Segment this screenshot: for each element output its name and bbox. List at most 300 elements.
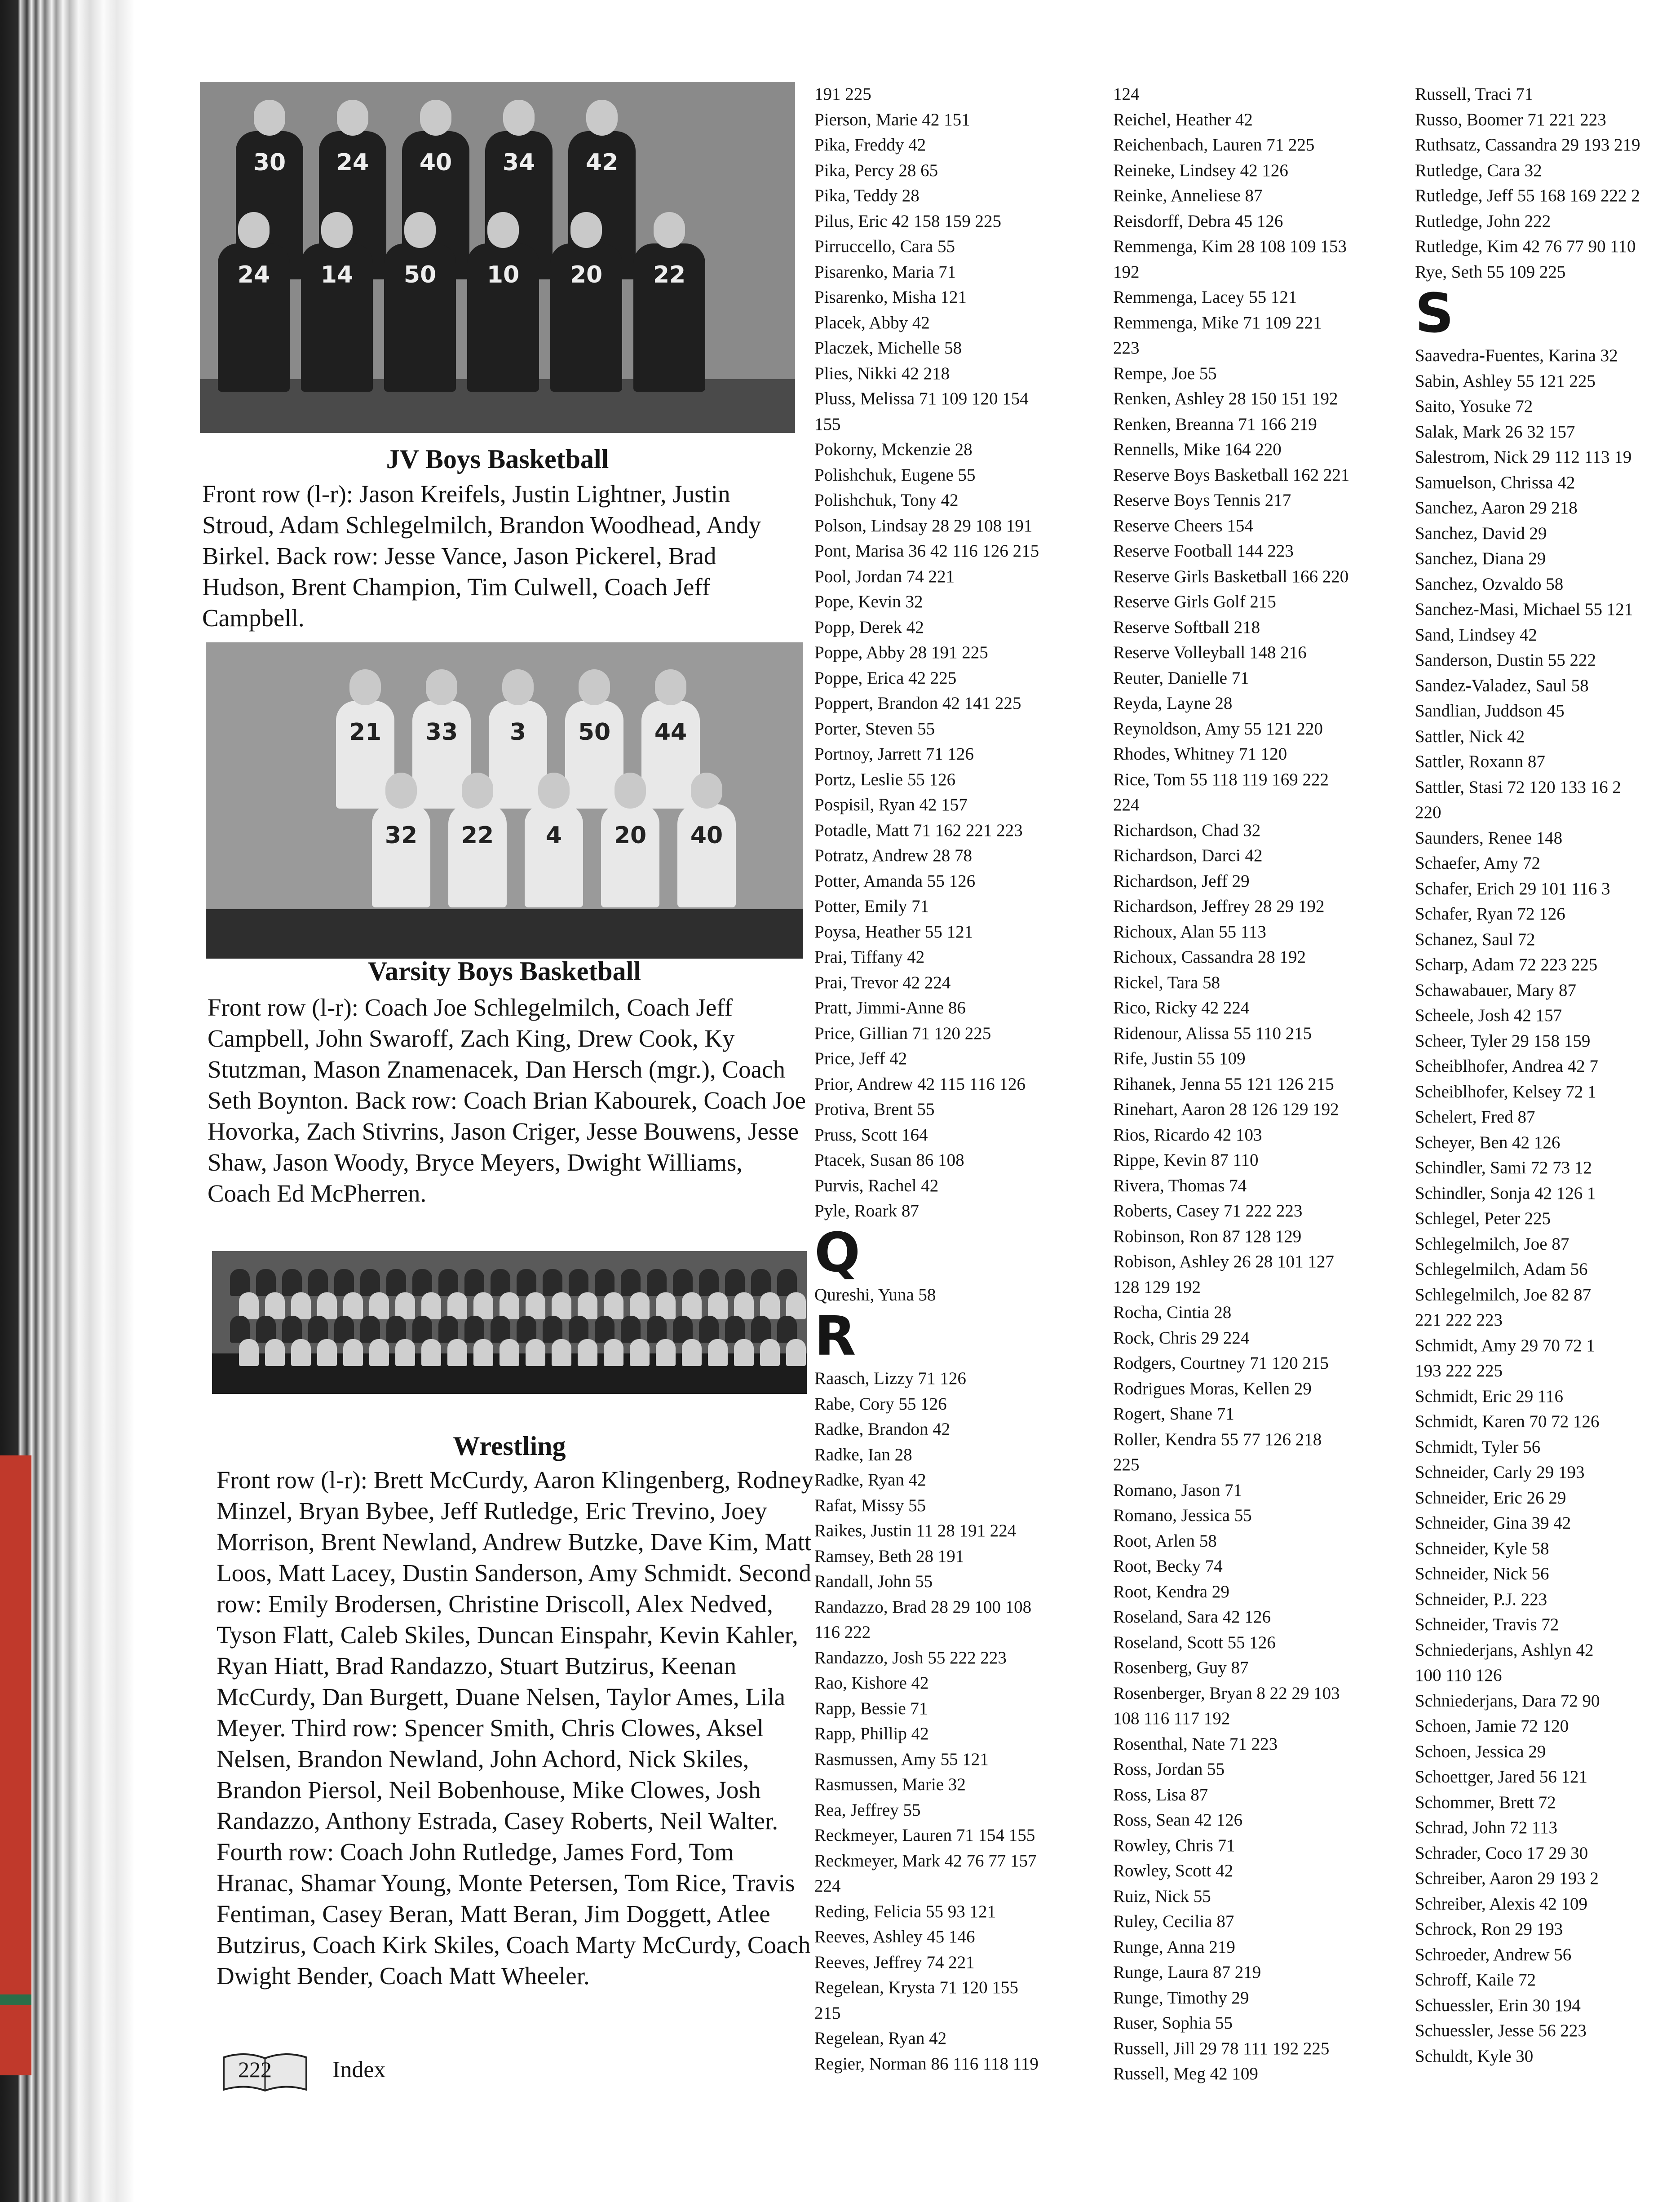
wrestler-figure [517,1269,536,1296]
wrestler-figure [734,1292,754,1319]
index-entry: Remmenga, Lacey 55 121 [1113,287,1297,307]
wrestler-figure [473,1292,493,1319]
index-entry: 116 222 [814,1623,871,1642]
jersey-number: 24 [336,149,369,176]
index-entry: Ridenour, Alissa 55 110 215 [1113,1023,1312,1043]
wrestler-figure [360,1269,380,1296]
index-entry: Reineke, Lindsey 42 126 [1113,160,1288,180]
index-entry: Richardson, Darci 42 [1113,846,1263,865]
index-entry: Potter, Emily 71 [814,897,929,916]
index-entry: Scheele, Josh 42 157 [1415,1006,1562,1025]
index-entry: Ruley, Cecilia 87 [1113,1912,1234,1931]
index-entry: Reeves, Ashley 45 146 [814,1927,975,1946]
index-entry: Radke, Ryan 42 [814,1470,926,1490]
player-head [254,100,285,136]
index-entry: Saito, Yosuke 72 [1415,397,1533,416]
player-head [654,212,685,248]
index-entry: Russell, Traci 71 [1415,84,1534,104]
section-letter: S [1415,283,1454,345]
binding-green-stripe [0,1994,31,2005]
index-entry: Pope, Kevin 32 [814,592,923,611]
index-entry: Richardson, Chad 32 [1113,820,1261,840]
index-entry: Russo, Boomer 71 221 223 [1415,110,1606,129]
book-binding-edge [0,0,135,2202]
index-entry: Reckmeyer, Lauren 71 154 155 [814,1826,1035,1845]
wrestler-figure [621,1269,641,1296]
index-entry: Schneider, Gina 39 42 [1415,1513,1571,1533]
index-entry: Richoux, Cassandra 28 192 [1113,947,1306,967]
index-entry: Pisarenko, Misha 121 [814,287,967,307]
wrestler-figure [708,1292,728,1319]
jersey-number: 40 [690,822,723,849]
index-entry: Pierson, Marie 42 151 [814,110,970,129]
index-entry: Rico, Ricky 42 224 [1113,998,1250,1017]
index-entry: Romano, Jessica 55 [1113,1506,1252,1525]
wrestler-figure [230,1269,250,1296]
wrestler-figure [265,1339,285,1366]
index-entry: Rihanek, Jenna 55 121 126 215 [1113,1074,1334,1094]
index-entry: Richardson, Jeffrey 28 29 192 [1113,897,1325,916]
index-entry: Schrad, John 72 113 [1415,1818,1558,1837]
index-entry: Raasch, Lizzy 71 126 [814,1369,966,1388]
index-entry: Rennells, Mike 164 220 [1113,440,1282,459]
index-entry: Schuessler, Erin 30 194 [1415,1995,1581,2015]
index-entry: Rafat, Missy 55 [814,1495,926,1515]
index-entry: Rinehart, Aaron 28 126 129 192 [1113,1100,1339,1119]
index-entry: Pika, Teddy 28 [814,186,920,205]
jersey-number: 33 [425,719,458,746]
wrestler-figure [682,1292,702,1319]
index-entry: Randall, John 55 [814,1572,933,1591]
wrestler-figure [334,1269,354,1296]
index-entry: Saavedra-Fuentes, Karina 32 [1415,346,1618,365]
wrestler-figure [699,1269,719,1296]
wrestler-figure [500,1292,519,1319]
index-entry: Placek, Abby 42 [814,313,930,332]
wrestler-figure [291,1339,311,1366]
jersey-number: 20 [614,822,647,849]
index-entry: 223 [1113,338,1140,358]
index-entry: Scheiblhofer, Andrea 42 7 [1415,1057,1598,1076]
binding-red-stripe [0,1455,31,2075]
wrestler-figure [569,1316,588,1343]
wrestler-figure [343,1339,363,1366]
index-entry: Rosenberg, Guy 87 [1113,1658,1249,1677]
player-head [502,669,534,705]
index-entry: Schrader, Coco 17 29 30 [1415,1843,1588,1863]
index-entry: Pratt, Jimmi-Anne 86 [814,998,966,1017]
wrestler-figure [291,1292,311,1319]
wrestler-figure [386,1316,406,1343]
index-entry: Potadle, Matt 71 162 221 223 [814,820,1023,840]
wrestler-figure [526,1292,545,1319]
section-letter: Q [814,1221,861,1284]
index-entry: Pirruccello, Cara 55 [814,237,955,256]
player-figure [218,243,290,392]
wrestler-figure [604,1339,623,1366]
index-entry: Rutledge, Kim 42 76 77 90 110 [1415,237,1636,256]
index-entry: Russell, Meg 42 109 [1113,2064,1258,2083]
index-entry: Rapp, Bessie 71 [814,1698,928,1718]
wrestler-figure [369,1339,389,1366]
index-entry: Regelean, Ryan 42 [814,2029,947,2048]
player-figure [633,243,705,392]
index-entry: Schanez, Saul 72 [1415,929,1535,949]
index-entry: Schmidt, Karen 70 72 126 [1415,1412,1600,1431]
index-entry: Rodrigues Moras, Kellen 29 [1113,1379,1312,1398]
index-entry: Regier, Norman 86 116 118 119 [814,2054,1039,2074]
wrestler-figure [334,1316,354,1343]
index-entry: Sattler, Stasi 72 120 133 16 2 [1415,777,1621,797]
index-entry: Potter, Amanda 55 126 [814,871,976,891]
index-entry: 225 [1113,1455,1140,1474]
index-entry: Pyle, Roark 87 [814,1201,919,1220]
jersey-number: 14 [320,261,354,288]
index-entry: Prior, Andrew 42 115 116 126 [814,1074,1026,1094]
index-entry: Rutledge, John 222 [1415,211,1551,231]
index-entry: 124 [1113,84,1140,104]
wrestler-figure [230,1316,250,1343]
index-entry: Roseland, Scott 55 126 [1113,1632,1276,1652]
index-entry: Schniederjans, Ashlyn 42 [1415,1640,1594,1660]
wrestler-figure [395,1339,415,1366]
player-head [321,212,353,248]
index-entry: Scheer, Tyler 29 158 159 [1415,1031,1591,1051]
index-entry: Sabin, Ashley 55 121 225 [1415,371,1596,391]
index-entry: Schniederjans, Dara 72 90 [1415,1691,1600,1711]
index-entry: Rempe, Joe 55 [1113,363,1217,383]
index-entry: Schommer, Brett 72 [1415,1792,1556,1812]
index-entry: Root, Kendra 29 [1113,1582,1229,1601]
index-entry: Schlegelmilch, Joe 82 87 [1415,1285,1592,1304]
jersey-number: 32 [385,822,418,849]
index-entry: Schneider, Nick 56 [1415,1564,1549,1583]
index-entry: 155 [814,414,841,434]
wrestler-figure [517,1316,536,1343]
jersey-number: 34 [502,149,535,176]
index-entry: Saunders, Renee 148 [1415,828,1563,848]
index-entry: Reserve Boys Basketball 162 221 [1113,465,1350,485]
wrestler-figure [734,1339,754,1366]
index-entry: Remmenga, Mike 71 109 221 [1113,313,1322,332]
wrestler-figure [317,1292,337,1319]
jersey-number: 21 [349,719,382,746]
index-entry: Rice, Tom 55 118 119 169 222 [1113,769,1329,789]
index-entry: Pika, Freddy 42 [814,135,926,155]
wrestler-figure [673,1316,693,1343]
index-entry: Reeves, Jeffrey 74 221 [814,1952,975,1972]
index-entry: 108 116 117 192 [1113,1709,1230,1728]
index-entry: Rocha, Cintia 28 [1113,1303,1232,1322]
index-entry: Price, Jeff 42 [814,1049,907,1068]
wrestler-figure [656,1339,676,1366]
index-entry: Rutledge, Cara 32 [1415,160,1542,180]
wrestler-figure [464,1316,484,1343]
jv-boys-basketball-photo [200,82,795,433]
wrestler-figure [760,1339,780,1366]
index-entry: Rabe, Cory 55 126 [814,1394,947,1414]
wrestler-figure [360,1316,380,1343]
jersey-number: 3 [509,719,526,746]
index-entry: Rea, Jeffrey 55 [814,1800,921,1820]
index-entry: Schindler, Sami 72 73 12 [1415,1158,1592,1177]
player-head [503,100,535,136]
wrestler-figure [630,1339,650,1366]
index-entry: Richoux, Alan 55 113 [1113,922,1266,942]
player-head [579,669,610,705]
index-entry: Ramsey, Beth 28 191 [814,1546,964,1566]
index-entry: Root, Arlen 58 [1113,1531,1217,1551]
index-entry: Sanderson, Dustin 55 222 [1415,650,1596,670]
index-entry: Pool, Jordan 74 221 [814,566,955,586]
wrestler-figure [725,1316,745,1343]
player-figure [301,243,373,392]
index-entry: Ross, Sean 42 126 [1113,1810,1243,1830]
index-entry: Rivera, Thomas 74 [1113,1176,1247,1195]
player-head [462,773,493,809]
index-entry: Pospisil, Ryan 42 157 [814,795,968,814]
player-head [404,212,436,248]
index-entry: Runge, Anna 219 [1113,1937,1235,1957]
index-entry: Rosenberger, Bryan 8 22 29 103 [1113,1683,1340,1703]
index-entry: Regelean, Krysta 71 120 155 [814,1978,1018,1997]
index-entry: Portnoy, Jarrett 71 126 [814,744,974,764]
index-entry: Richardson, Jeff 29 [1113,871,1250,891]
index-entry: Roberts, Casey 71 222 223 [1113,1201,1303,1220]
index-entry: Schneider, Kyle 58 [1415,1539,1549,1558]
index-entry: Reuter, Danielle 71 [1113,668,1249,688]
index-entry: 215 [814,2003,841,2023]
index-entry: Placzek, Michelle 58 [814,338,962,358]
player-head [238,212,270,248]
wrestler-figure [500,1339,519,1366]
index-entry: Ruiz, Nick 55 [1113,1886,1211,1906]
index-entry: Ross, Jordan 55 [1113,1760,1225,1779]
index-entry: Schlegelmilch, Joe 87 [1415,1234,1569,1254]
wrestler-figure [647,1316,667,1343]
index-entry: Polishchuk, Tony 42 [814,491,959,510]
index-entry: Rowley, Scott 42 [1113,1861,1233,1880]
wrestler-figure [760,1292,780,1319]
player-figure [601,804,659,907]
index-entry: Price, Gillian 71 120 225 [814,1023,991,1043]
wrestler-figure [491,1269,510,1296]
index-entry: Ruser, Sophia 55 [1113,2013,1233,2033]
index-entry: Rogert, Shane 71 [1113,1404,1234,1424]
index-entry: Root, Becky 74 [1113,1556,1223,1576]
index-entry: Qureshi, Yuna 58 [814,1285,936,1304]
index-entry: Schoettger, Jared 56 121 [1415,1767,1588,1786]
index-entry: Robinson, Ron 87 128 129 [1113,1226,1302,1246]
index-entry: Pika, Percy 28 65 [814,160,938,180]
wrestler-figure [682,1339,702,1366]
index-column-1 [814,82,1106,2077]
wrestler-figure [282,1316,302,1343]
index-entry: Rhodes, Whitney 71 120 [1113,744,1287,764]
index-entry: Roseland, Sara 42 126 [1113,1607,1271,1627]
index-entry: Reserve Girls Golf 215 [1113,592,1276,611]
index-entry: Sanchez, Aaron 29 218 [1415,498,1578,517]
wrestler-figure [621,1316,641,1343]
caption-text-varsity: Front row (l-r): Coach Joe Schlegelmilch, Coach Jeff Campbell, John Swaroff, Zach King, Drew Cook, Ky Stutzman, Mason Znamenacek, Dan Hersch (mgr.), Coach Seth Boynton. Back row: Coach Brian Kabourek, Coach Joe Hovorka, Zach Stivrins, Jason Criger, Jesse Bouwens, Jesse Shaw, Jason Woody, Bryce Meyers, Dwight Williams, Coach Ed McPherren. [208,994,806,1207]
index-entry: Schrock, Ron 29 193 [1415,1919,1563,1939]
index-entry: Schindler, Sonja 42 126 1 [1415,1183,1596,1203]
index-entry: Rosenthal, Nate 71 223 [1113,1734,1278,1754]
player-head [570,212,602,248]
index-entry: Reckmeyer, Mark 42 76 77 157 [814,1851,1037,1870]
wrestler-figure [421,1339,441,1366]
index-entry: 193 222 225 [1415,1361,1503,1380]
index-entry: Schuldt, Kyle 30 [1415,2046,1534,2066]
wrestler-figure [578,1339,597,1366]
wrestler-figure [447,1292,467,1319]
index-entry: Scheyer, Ben 42 126 [1415,1132,1561,1152]
index-entry: Radke, Brandon 42 [814,1419,951,1439]
jersey-number: 4 [545,822,562,849]
player-figure [525,804,583,907]
index-entry: Polson, Lindsay 28 29 108 191 [814,516,1033,535]
index-entry: Schafer, Ryan 72 126 [1415,904,1565,924]
section-label: Index [332,2057,386,2083]
wrestler-figure [447,1339,467,1366]
wrestler-figure [256,1269,276,1296]
index-entry: Schoen, Jamie 72 120 [1415,1716,1569,1736]
index-entry: Portz, Leslie 55 126 [814,769,956,789]
index-entry: Randazzo, Josh 55 222 223 [814,1648,1007,1667]
player-figure [467,243,539,392]
wrestler-figure [369,1292,389,1319]
index-entry: 224 [814,1876,841,1896]
index-entry: Schmidt, Tyler 56 [1415,1437,1541,1457]
caption-title-varsity: Varsity Boys Basketball [368,956,641,986]
index-entry: 220 [1415,803,1441,822]
wrestler-figure [595,1269,615,1296]
index-entry: 128 129 192 [1113,1277,1201,1297]
index-entry: Renken, Ashley 28 150 151 192 [1113,389,1338,408]
jersey-number: 20 [570,261,603,288]
index-entry: Raikes, Justin 11 28 191 224 [814,1521,1017,1540]
index-entry: Schroff, Kaile 72 [1415,1970,1536,1990]
index-entry: 221 222 223 [1415,1310,1503,1330]
index-entry: 192 [1113,262,1140,282]
player-figure [384,243,456,392]
index-entry: Sanchez, David 29 [1415,523,1547,543]
index-entry: Reichenbach, Lauren 71 225 [1113,135,1315,155]
index-entry: Samuelson, Chrissa 42 [1415,473,1575,492]
jersey-number: 40 [419,149,452,176]
index-entry: Remmenga, Kim 28 108 109 153 [1113,237,1347,256]
index-entry: Reserve Cheers 154 [1113,516,1253,535]
wrestler-figure [673,1269,693,1296]
index-entry: Rodgers, Courtney 71 120 215 [1113,1353,1329,1373]
index-entry: Porter, Steven 55 [814,719,935,738]
index-entry: Prai, Tiffany 42 [814,947,925,967]
wrestler-figure [595,1316,615,1343]
caption-title-jv: JV Boys Basketball [386,444,609,474]
index-entry: Rippe, Kevin 87 110 [1113,1150,1259,1170]
index-entry: Poppe, Abby 28 191 225 [814,643,988,662]
wrestler-figure [708,1339,728,1366]
section-letter: R [814,1305,856,1368]
index-entry: Romano, Jason 71 [1113,1480,1242,1500]
player-head [385,773,417,809]
index-entry: Reyda, Layne 28 [1113,694,1233,713]
index-entry: Sanchez, Diana 29 [1415,549,1546,568]
index-entry: Russell, Jill 29 78 111 192 225 [1113,2038,1330,2058]
index-entry: Poppert, Brandon 42 141 225 [814,694,1021,713]
index-entry: Radke, Ian 28 [814,1445,912,1464]
index-entry: Schelert, Fred 87 [1415,1107,1535,1127]
wrestler-figure [725,1269,745,1296]
varsity-boys-basketball-photo [206,642,803,959]
wrestler-figure [786,1339,806,1366]
index-entry: Schroeder, Andrew 56 [1415,1945,1572,1964]
wrestler-figure [491,1316,510,1343]
index-entry: Sandez-Valadez, Saul 58 [1415,676,1589,695]
index-entry: Polishchuk, Eugene 55 [814,465,976,485]
wrestler-figure [552,1292,571,1319]
wrestler-figure [777,1269,797,1296]
jersey-number: 44 [654,719,687,746]
index-entry: Reserve Softball 218 [1113,617,1260,637]
wrestler-figure [239,1292,259,1319]
index-entry: Schawabauer, Mary 87 [1415,980,1577,1000]
player-head [538,773,570,809]
index-entry: 191 225 [814,84,871,104]
index-entry: Sattler, Nick 42 [1415,726,1525,746]
wrestler-figure [239,1339,259,1366]
player-head [615,773,646,809]
wrestler-figure [282,1269,302,1296]
jersey-number: 50 [403,261,437,288]
index-entry: 224 [1113,795,1140,814]
wrestler-figure [578,1292,597,1319]
index-column-2 [1113,82,1410,2087]
index-entry: Rowley, Chris 71 [1113,1835,1235,1855]
player-head [487,212,519,248]
index-entry: Reichel, Heather 42 [1113,110,1253,129]
wrestler-figure [751,1316,771,1343]
index-entry: Sandlian, Juddson 45 [1415,701,1565,721]
index-entry: Rasmussen, Marie 32 [814,1775,966,1794]
wrestler-figure [777,1316,797,1343]
index-entry: Reding, Felicia 55 93 121 [814,1901,996,1921]
wrestler-figure [699,1316,719,1343]
index-entry: Rao, Kishore 42 [814,1673,929,1693]
wrestler-figure [265,1292,285,1319]
wrestler-figure [786,1292,806,1319]
wrestler-figure [317,1339,337,1366]
index-entry: Ptacek, Susan 86 108 [814,1150,964,1170]
index-entry: 100 110 126 [1415,1666,1502,1685]
wrestler-figure [308,1269,328,1296]
index-entry: Scharp, Adam 72 223 225 [1415,955,1598,974]
index-entry: Schlegelmilch, Adam 56 [1415,1260,1588,1279]
index-entry: Randazzo, Brad 28 29 100 108 [814,1597,1032,1617]
index-entry: Schmidt, Eric 29 116 [1415,1386,1564,1406]
index-entry: Pisarenko, Maria 71 [814,262,956,282]
wrestler-figure [569,1269,588,1296]
index-entry: Reserve Boys Tennis 217 [1113,491,1291,510]
index-entry: Schuessler, Jesse 56 223 [1415,2021,1587,2040]
wrestler-figure [421,1292,441,1319]
player-head [655,669,686,705]
jersey-number: 10 [486,261,520,288]
wrestler-figure [604,1292,623,1319]
index-entry: Reserve Girls Basketball 166 220 [1113,566,1349,586]
index-entry: Runge, Laura 87 219 [1113,1963,1261,1982]
jersey-number: 24 [237,261,270,288]
